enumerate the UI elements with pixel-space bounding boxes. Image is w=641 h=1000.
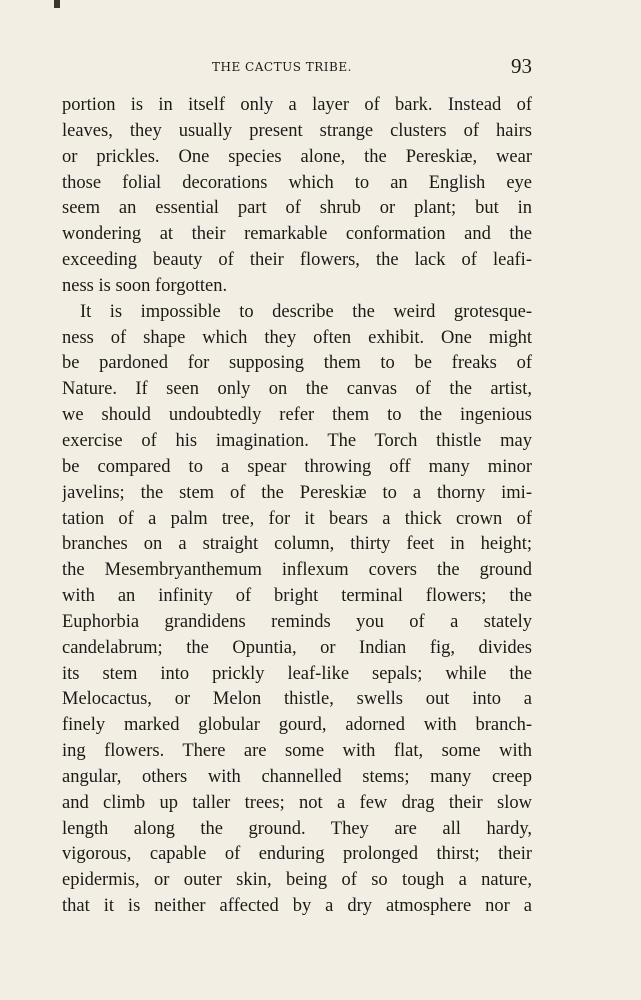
text-line: candelabrum; the Opuntia, or Indian fig, divides — [62, 637, 532, 658]
corner-ink-mark — [54, 0, 60, 8]
text-line: Melocactus, or Melon thistle, swells out into a — [62, 689, 532, 710]
paragraph-start-line: It is impossible to describe the weird grotesque- — [80, 301, 532, 322]
text-line: with an infinity of bright terminal flowers; the — [62, 586, 532, 607]
text-line: we should undoubtedly refer them to the ingenious — [62, 405, 532, 426]
page-header — [62, 54, 532, 84]
text-line: branches on a straight column, thirty feet in height; — [62, 534, 532, 555]
text-line: javelins; the stem of the Pereskiæ to a thorny imi- — [62, 482, 532, 503]
text-line: seem an essential part of shrub or plant; but in — [62, 198, 532, 219]
text-line: be compared to a spear throwing off many minor — [62, 456, 532, 477]
text-line: exercise of his imagination. The Torch thistle may — [62, 430, 532, 451]
text-line: length along the ground. They are all hardy, — [62, 818, 532, 839]
text-line: tation of a palm tree, for it bears a thick crown of — [62, 508, 532, 529]
text-line: ing flowers. There are some with flat, some with — [62, 741, 532, 762]
text-line: its stem into prickly leaf-like sepals; while the — [62, 663, 532, 684]
text-line: those folial decorations which to an English eye — [62, 172, 532, 193]
text-line: leaves, they usually present strange clusters of hairs — [62, 120, 532, 141]
text-line: Nature. If seen only on the canvas of the artist, — [62, 379, 532, 400]
text-line: or prickles. One species alone, the Pereskiæ, wear — [62, 146, 532, 167]
text-line: the Mesembryanthemum inflexum covers the ground — [62, 560, 532, 581]
text-line: portion is in itself only a layer of bark. Instead of — [62, 95, 532, 115]
page-number: 93 — [511, 54, 532, 78]
text-line: and climb up taller trees; not a few drag their slow — [62, 792, 532, 813]
text-line: exceeding beauty of their flowers, the lack of leafi- — [62, 250, 532, 271]
paragraph-end-line: ness is soon forgotten. — [62, 275, 228, 296]
text-line: vigorous, capable of enduring prolonged thirst; their — [62, 844, 532, 865]
text-line: angular, others with channelled stems; many creep — [62, 766, 532, 787]
body-text — [62, 93, 532, 920]
running-title: THE CACTUS TRIBE. — [212, 60, 352, 74]
text-line: epidermis, or outer skin, being of so tough a nature, — [62, 870, 532, 891]
text-line: that it is neither affected by a dry atmosphere nor a — [62, 896, 532, 917]
text-line: finely marked globular gourd, adorned with branch- — [62, 715, 532, 736]
text-line: be pardoned for supposing them to be freaks of — [62, 353, 532, 374]
text-line: ness of shape which they often exhibit. One might — [62, 327, 532, 348]
text-line: wondering at their remarkable conformation and the — [62, 224, 532, 245]
text-line: Euphorbia grandidens reminds you of a stately — [62, 611, 532, 632]
